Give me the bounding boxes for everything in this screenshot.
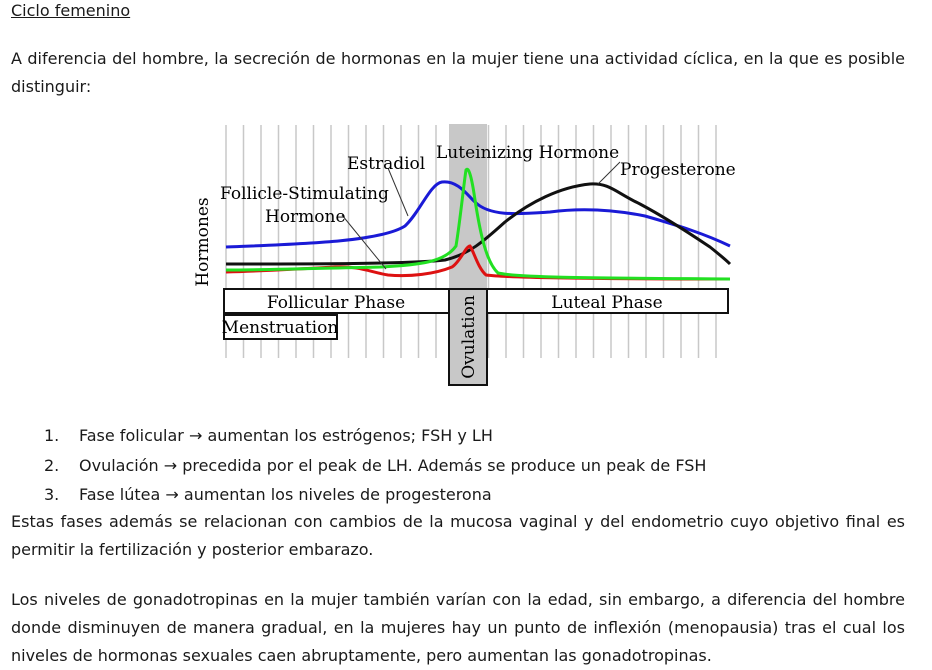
list-text: Fase lútea → aumentan los niveles de progesterona	[79, 485, 492, 504]
list-number: 3.	[44, 485, 60, 504]
list-text: Fase folicular → aumentan los estrógenos; FSH y LH	[79, 426, 493, 445]
progesterone-leader	[598, 162, 620, 184]
hormone-cycle-diagram	[190, 122, 740, 392]
gonadotropins-paragraph: Los niveles de gonadotropinas en la mujer también varían con la edad, sin embargo, a diferencia del hombre donde disminuyen de manera gradual, en la mujeres hay un punto de inflexión (menopausia) tras el cual los niveles de hormonas sexuales caen abruptamente, pero aumentan las gonadotropinas.	[11, 590, 905, 665]
list-item	[44, 480, 706, 510]
list-item	[44, 451, 706, 481]
ovulation-label: Ovulation	[459, 295, 479, 379]
menstruation-label: Menstruation	[221, 318, 339, 338]
fsh-label-line1: Follicle-Stimulating	[220, 184, 389, 204]
y-axis-label: Hormones	[193, 197, 213, 287]
list-number: 2.	[44, 455, 60, 475]
progesterone-label: Progesterone	[620, 160, 736, 180]
intro-paragraph: A diferencia del hombre, la secreción de hormonas en la mujer tiene una actividad cíclica, en la que es posible distinguir:	[11, 49, 905, 96]
summary-paragraph: Estas fases además se relacionan con cambios de la mucosa vaginal y del endometrio cuyo objetivo final es permitir la fertilización y posterior embarazo.	[11, 512, 905, 559]
estradiol-leader	[388, 168, 408, 216]
hormone-cycle-figure	[190, 122, 740, 396]
list-number: 1.	[44, 426, 60, 445]
luteal-phase-label: Luteal Phase	[551, 293, 663, 313]
fsh-label-line2: Hormone	[265, 207, 346, 227]
phase-list	[44, 421, 706, 510]
follicular-phase-label: Follicular Phase	[266, 293, 406, 313]
list-item	[44, 421, 706, 451]
lh-label: Luteinizing Hormone	[436, 143, 620, 163]
list-text: Ovulación → precedida por el peak de LH. Además se produce un peak de FSH	[79, 455, 707, 475]
estradiol-label: Estradiol	[347, 154, 426, 174]
document-title: Ciclo femenino	[11, 1, 131, 20]
